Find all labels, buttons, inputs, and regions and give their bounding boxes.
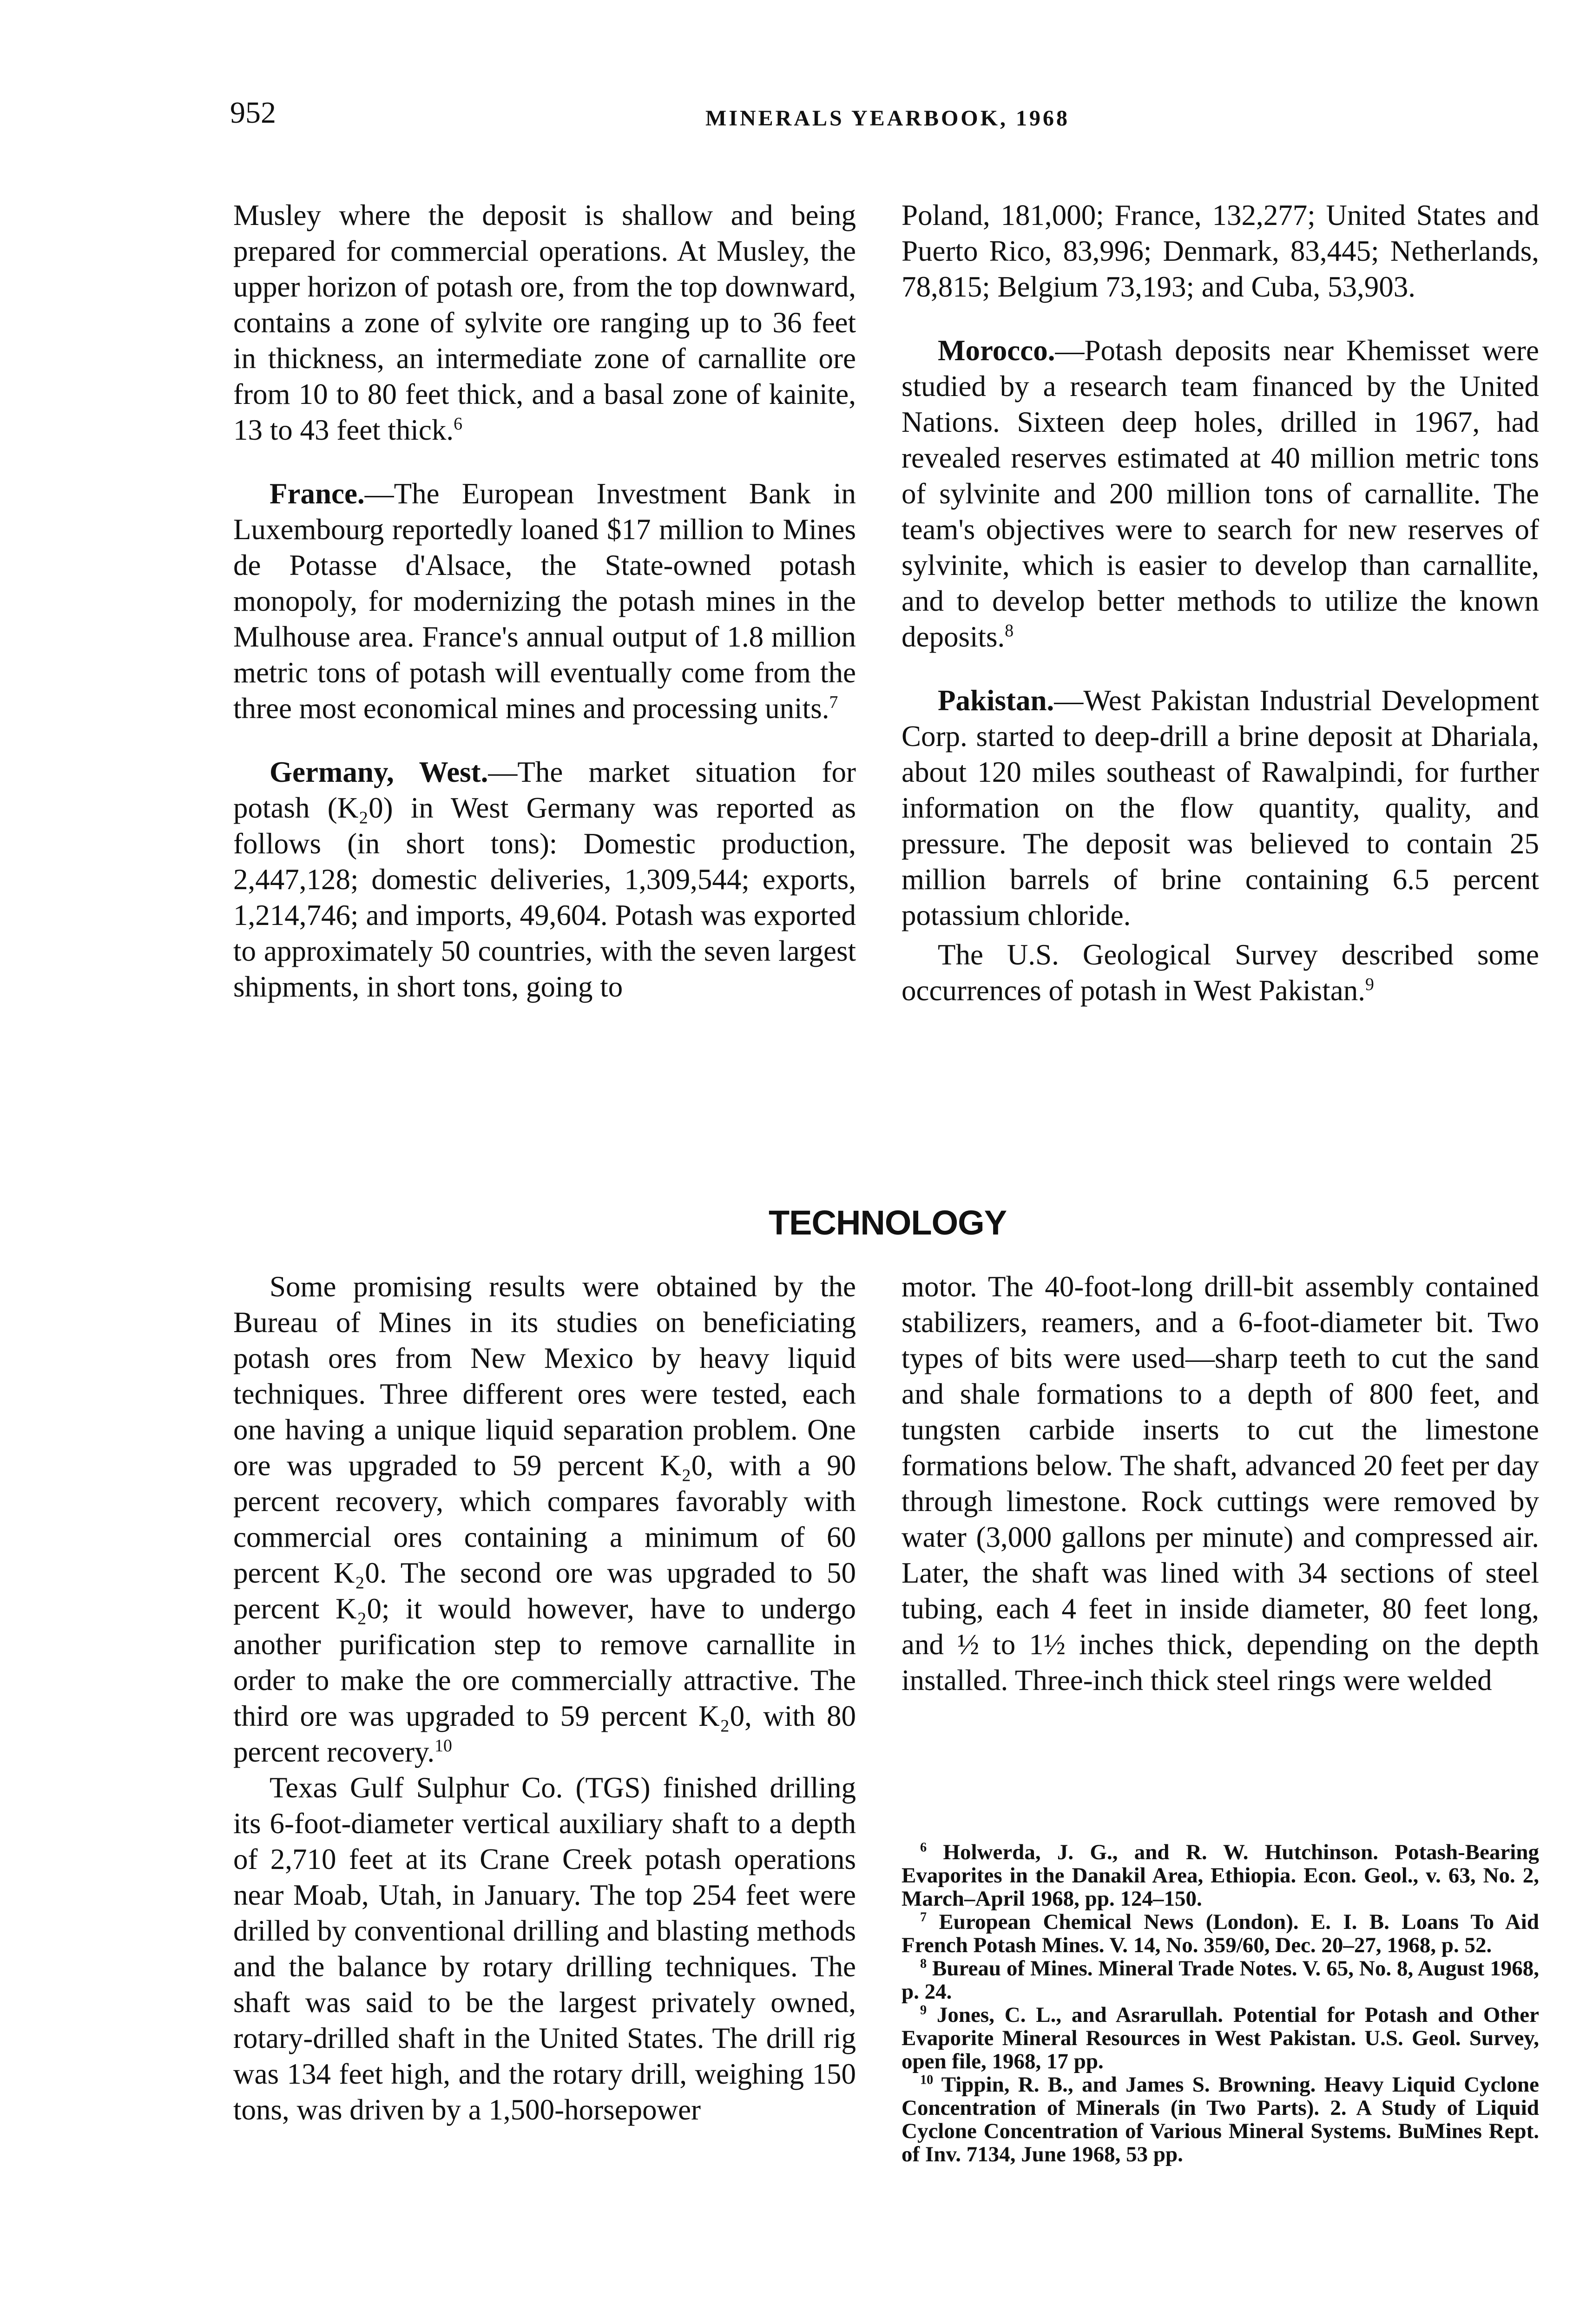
footnote-ref: 7: [829, 693, 838, 712]
paragraph-usgs: The U.S. Geological Survey described some occurrences of potash in West Pakistan.$^9$: [902, 938, 1539, 1007]
country-heading: Germany, West.: [270, 756, 488, 788]
bottom-left-column: [233, 1269, 856, 2128]
paragraph: Texas Gulf Sulphur Co. (TGS) finished drilling its 6-foot-diameter vertical auxiliary shaft to a depth of 2,710 feet at its Crane Creek potash operations near Moab, Utah, in January. The top 254 feet were drilled by conventional drilling and blasting methods and the balance by rotary drilling techniques. The shaft was said to be the largest privately owned, rotary-drilled shaft in the United States. The drill rig was 134 feet high, and the rotary drill, weighing 150 tons, was driven by a 1,500-horsepower: [233, 1771, 856, 2126]
top-left-column: [233, 198, 856, 1005]
footnote: $^9$ Jones, C. L., and Asrarullah. Potential for Potash and Other Evaporite Mineral Resources in West Pakistan. U.S. Geol. Survey, open file, 1968, 17 pp.: [902, 2003, 1540, 2073]
paragraph-germany: Germany, West.—The market situation for potash (K₂0) in West Germany was reported as follows (in short tons): Domestic production, 2,447,128; domestic deliveries, 1,309,544; exports, 1,214,746; and imports, 49,604. Potash was exported to approximately 50 countries, with the seven largest shipments, in short tons, going to: [233, 756, 856, 1003]
top-right-column: [902, 198, 1539, 1009]
paragraph: motor. The 40-foot-long drill-bit assembly contained stabilizers, reamers, and a 6-foot-diameter bit. Two types of bits were used—sharp teeth to cut the sand and shale formations to a depth of 800 feet, and tungsten carbide inserts to cut the limestone formations below. The shaft, advanced 20 feet per day through limestone. Rock cuttings were removed by water (3,000 gallons per minute) and compressed air. Later, the shaft was lined with 34 sections of steel tubing, each 4 feet in inside diameter, 80 feet long, and ½ to 1½ inches thick, depending on the depth installed. Three-inch thick steel rings were welded: [902, 1270, 1539, 1697]
footnote: $^7$ European Chemical News (London). E. I. B. Loans To Aid French Potash Mines. V. 14, No. 359/60, Dec. 20–27, 1968, p. 52.: [902, 1910, 1539, 1957]
footnotes: [902, 1841, 1539, 2166]
section-title: TECHNOLOGY: [768, 1203, 1007, 1242]
page-header: [230, 95, 1545, 151]
running-title: MINERALS YEARBOOK, 1968: [705, 106, 1070, 131]
footnote: $^{10}$ Tippin, R. B., and James S. Browning. Heavy Liquid Cyclone Concentration of Minerals (in Two Parts). 2. A Study of Liquid Cyclone Concentration of Various Mineral Systems. BuMines Rept. of Inv. 7134, June 1968, 53 pp.: [902, 2073, 1539, 2166]
country-heading: Morocco.: [938, 334, 1055, 367]
footnote-ref: 8: [1005, 621, 1014, 640]
footnote-ref: 10: [434, 1736, 452, 1756]
bottom-right-column: [902, 1269, 1539, 1698]
paragraph: Poland, 181,000; France, 132,277; United States and Puerto Rico, 83,996; Denmark, 83,445; Netherlands, 78,815; Belgium 73,193; and Cuba, 53,903.: [902, 199, 1539, 303]
paragraph-pakistan: Pakistan.—West Pakistan Industrial Development Corp. started to deep-drill a brine deposit at Dhariala, about 120 miles southeast of Rawalpindi, for further information on the flow quantity, quality, and pressure. The deposit was believed to contain 25 million barrels of brine containing 6.5 percent potassium chloride.: [902, 684, 1539, 931]
footnote-ref: 6: [454, 414, 463, 434]
paragraph-morocco: Morocco.—Potash deposits near Khemisset were studied by a research team financed by the United Nations. Sixteen deep holes, drilled in 1967, had revealed reserves estimated at 40 million metric tons of sylvinite and 200 million tons of carnallite. The team's objectives were to search for new reserves of sylvinite, which is easier to develop than carnallite, and to develop better methods to utilize the known deposits.$^8$: [902, 334, 1539, 653]
page-number: 952: [230, 96, 276, 130]
country-heading: Pakistan.: [938, 684, 1054, 717]
paragraph-france: France.—The European Investment Bank in Luxembourg reportedly loaned $17 million to Mines de Potasse d'Alsace, the State-owned potash monopoly, for modernizing the potash mines in the Mulhouse area. France's annual output of 1.8 million metric tons of potash will eventually come from the three most economical mines and processing units.$^7$: [233, 477, 856, 725]
footnote-ref: 9: [1365, 975, 1374, 994]
footnote: $^8$ Bureau of Mines. Mineral Trade Notes. V. 65, No. 8, August 1968, p. 24.: [902, 1956, 1539, 2004]
footnote: $^6$ Holwerda, J. G., and R. W. Hutchinson. Potash-Bearing Evaporites in the Danakil Area, Ethiopia. Econ. Geol., v. 63, No. 2, March–April 1968, pp. 124–150.: [902, 1840, 1540, 1911]
country-heading: France.: [270, 477, 365, 510]
paragraph: Some promising results were obtained by the Bureau of Mines in its studies on beneficiating potash ores from New Mexico by heavy liquid techniques. Three different ores were tested, each one having a unique liquid separation problem. One ore was upgraded to 59 percent K₂0, with a 90 percent recovery, which compares favorably with commercial ores containing a minimum of 60 percent K₂0. The second ore was upgraded to 50 percent K₂0; it would however, have to undergo another purification step to remove carnallite in order to make the ore commercially attractive. The third ore was upgraded to 59 percent K₂0, with 80 percent recovery.$^{10}$: [233, 1270, 856, 1768]
paragraph: Musley where the deposit is shallow and being prepared for commercial operations. At Musley, the upper horizon of potash ore, from the top downward, contains a zone of sylvite ore ranging up to 36 feet in thickness, an intermediate zone of carnallite ore from 10 to 80 feet thick, and a basal zone of kainite, 13 to 43 feet thick.$^6$: [233, 199, 856, 446]
